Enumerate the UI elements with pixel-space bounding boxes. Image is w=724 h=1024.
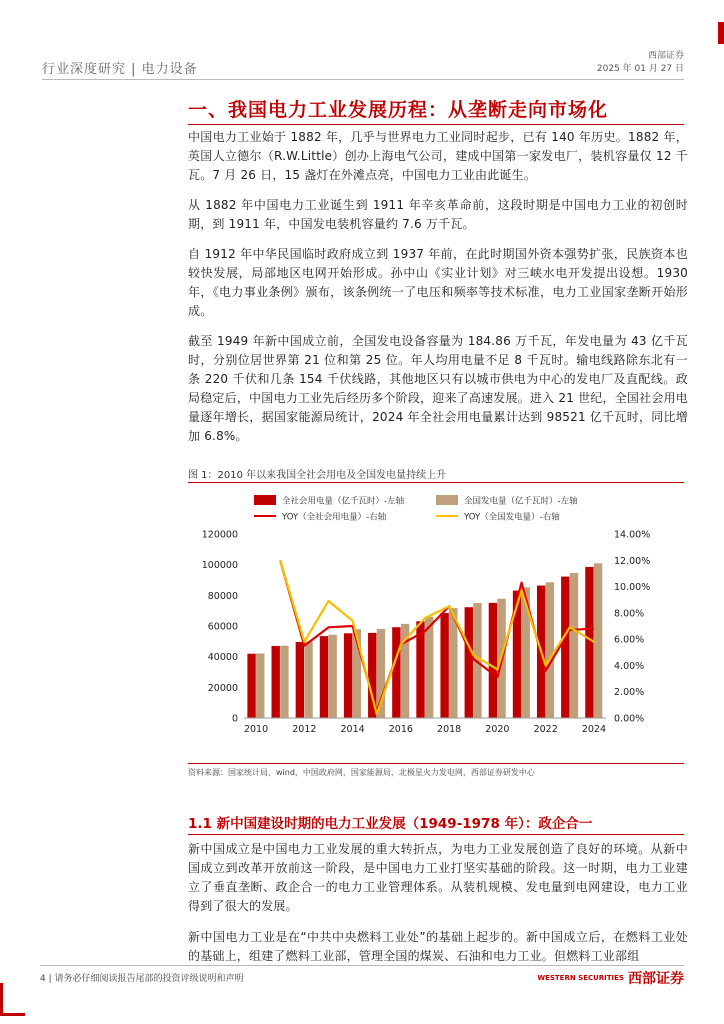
legend-swatch <box>254 495 276 505</box>
header-meta <box>597 50 684 76</box>
legend-label: 全社会用电量（亿千瓦时）-左轴 <box>282 496 405 507</box>
paragraph-3: 自 1912 年中华民国临时政府成立到 1937 年前，在此时期国外资本强势扩张，民族资本也较快发展，局部地区电网开始形成。孙中山《实业计划》对三峡水电开发提出设想。1930 年，《电力事业条例》颁布，该条例统一了电压和频率等技术标准，电力工业国家垄断开始形成。 <box>188 247 688 318</box>
electricity-chart <box>188 490 684 762</box>
x-tick: 2022 <box>533 724 558 735</box>
bar-generation <box>256 653 264 718</box>
corner-accent <box>0 983 25 1016</box>
subsection-underline <box>188 834 684 835</box>
section-title: 一、我国电力工业发展历程：从垄断走向市场化 <box>188 99 609 121</box>
legend-label: YOY（全国发电量）-右轴 <box>464 512 560 523</box>
header-divider <box>42 79 684 80</box>
bar-generation <box>280 646 288 718</box>
y-left-tick: 40000 <box>207 652 238 664</box>
paragraph-2: 从 1882 年中国电力工业诞生到 1911 年辛亥革命前，这段时期是中国电力工业的初创时期，到 1911 年，中国发电装机容量约 7.6 万千瓦。 <box>188 198 688 231</box>
y-left-tick: 60000 <box>207 621 238 633</box>
x-tick: 2016 <box>388 724 413 735</box>
section-title-underline <box>188 124 684 125</box>
x-tick: 2012 <box>292 724 317 735</box>
bar-consumption <box>320 636 328 718</box>
bar-consumption <box>272 646 280 718</box>
y-left-tick: 120000 <box>201 529 238 541</box>
bar-consumption <box>561 577 569 718</box>
x-tick: 2014 <box>340 724 365 735</box>
bar-consumption <box>247 654 255 718</box>
top-right-accent <box>718 22 724 44</box>
y-right-tick: 12.00% <box>614 555 651 567</box>
y-right-tick: 6.00% <box>614 634 645 646</box>
bar-generation <box>594 563 602 718</box>
legend-swatch <box>436 495 458 505</box>
bar-consumption <box>344 633 352 718</box>
y-right-tick: 8.00% <box>614 608 645 620</box>
logo-english: WESTERN SECURITIES <box>537 974 624 982</box>
bar-generation <box>449 608 457 718</box>
chart-legend <box>254 495 578 523</box>
bar-generation <box>328 635 336 718</box>
y-right-tick: 2.00% <box>614 687 645 699</box>
y-right-tick: 14.00% <box>614 529 651 541</box>
y-right-tick: 10.00% <box>614 582 651 594</box>
header-category: 行业深度研究 | 电力设备 <box>42 62 198 77</box>
paragraph-6: 新中国电力工业是在“中共中央燃料工业处”的基础上起步的。新中国成立后，在燃料工业处的基础上，组建了燃料工业部，管理全国的煤炭、石油和电力工业。但燃料工业部组 <box>188 930 688 963</box>
y-right-tick: 0.00% <box>614 713 645 725</box>
bar-generation <box>570 573 578 718</box>
legend-label: YOY（全社会用电量）-右轴 <box>282 512 387 523</box>
y-left-tick: 100000 <box>201 560 238 572</box>
bar-generation <box>425 617 433 718</box>
bar-consumption <box>465 607 473 718</box>
bar-consumption <box>440 613 448 718</box>
subsection-title: 1.1 新中国建设时期的电力工业发展（1949-1978 年）：政企合一 <box>188 816 593 832</box>
x-tick: 2010 <box>243 724 269 735</box>
figure-source: 资料来源：国家统计局，wind，中国政府网，国家能源局，北极星火力发电网，西部证券研发中心 <box>188 768 535 777</box>
bar-consumption <box>585 567 593 718</box>
figure-title: 图 1：2010 年以来我国全社会用电及全国发电量持续上升 <box>188 470 447 481</box>
footer-divider <box>40 965 684 966</box>
legend-label: 全国发电量（亿千瓦时）-左轴 <box>464 496 578 507</box>
header-date: 2025 年 01 月 27 日 <box>596 64 684 74</box>
footer-disclaimer: 4 | 请务必仔细阅读报告尾部的投资评级说明和声明 <box>40 974 244 984</box>
paragraph-4: 截至 1949 年新中国成立前，全国发电设备容量为 184.86 万千瓦，年发电量为 43 亿千瓦时，分别位居世界第 21 位和第 25 位。年人均用电量不足 8 千瓦时。输电线路除东北有一条 220 千伏和几条 154 千伏线路，其他地区只有以城市供电为中心的发电厂及直配线。政局稳定后，中国电力工业先后经历多个阶段，迎来了高速发展。进入 21 世纪，全国社会用电量逐年增长，据国家能源局统计，2024 年全社会用电量累计达到 98521 亿千瓦时，同比增加 6.8%。 <box>188 334 688 443</box>
logo-chinese: 西部证券 <box>628 971 684 987</box>
y-left-tick: 20000 <box>207 682 238 694</box>
paragraph-5: 新中国成立是中国电力工业发展的重大转折点，为电力工业发展创造了良好的环境。从新中国成立到改革开放前这一阶段，是中国电力工业打坚实基础的阶段。这一时期，电力工业建立了垂直垄断、政企合一的电力工业管理体系。从装机规模、发电量到电网建设，电力工业得到了很大的发展。 <box>188 842 688 913</box>
header-brand: 西部证券 <box>647 51 684 61</box>
footer-logo <box>537 968 684 988</box>
paragraph-1: 中国电力工业始于 1882 年，几乎与世界电力工业同时起步，已有 140 年历史。1882 年，英国人立德尔（R.W.Little）创办上海电气公司，建成中国第一家发电厂，装机容量仅 12 千瓦。7 月 26 日，15 盏灯在外滩点亮，中国电力工业由此诞生。 <box>188 130 688 182</box>
y-right-tick: 4.00% <box>614 660 645 672</box>
x-tick: 2024 <box>581 724 607 735</box>
chart-bars <box>247 563 602 718</box>
bar-generation <box>304 642 312 718</box>
y-left-tick: 0 <box>231 713 238 725</box>
x-tick: 2020 <box>485 724 510 735</box>
figure-bottom-rule <box>188 763 684 764</box>
y-left-tick: 80000 <box>207 590 238 602</box>
bar-consumption <box>489 603 497 718</box>
x-tick: 2018 <box>437 724 462 735</box>
bar-consumption <box>392 627 400 718</box>
figure-top-rule <box>188 482 684 483</box>
bar-generation <box>546 582 554 718</box>
bar-consumption <box>296 642 304 718</box>
